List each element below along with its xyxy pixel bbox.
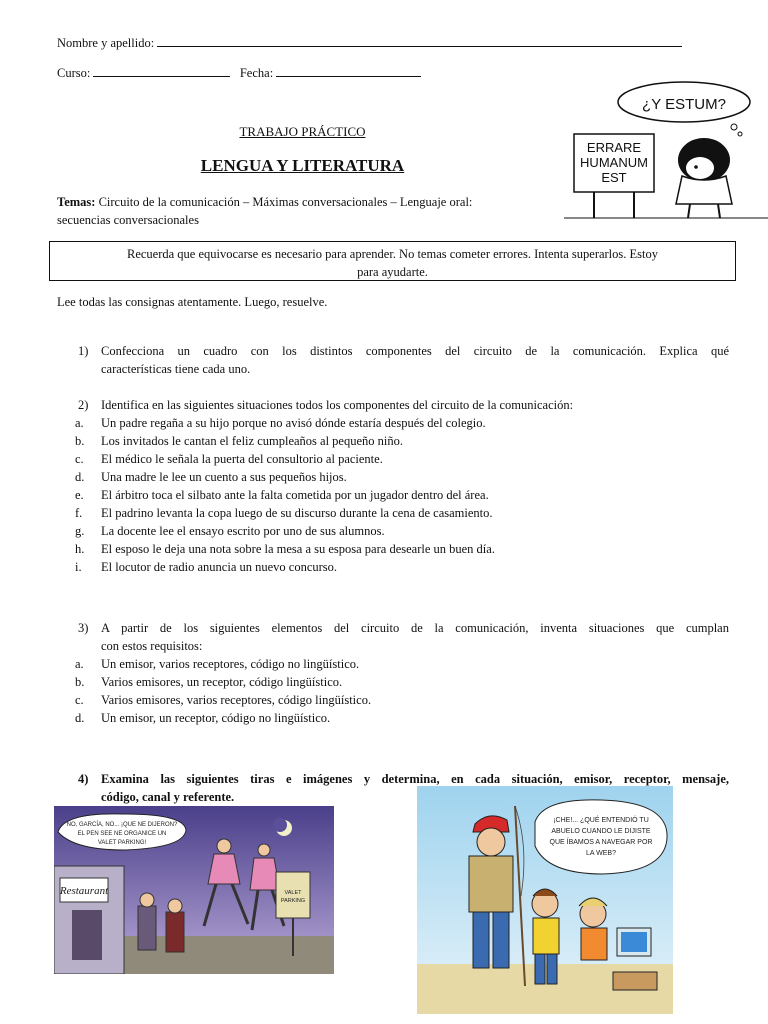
svg-text:LA WEB?: LA WEB? <box>586 850 616 857</box>
svg-text:VALET: VALET <box>284 890 302 896</box>
q1-line-2: características tiene cada uno. <box>101 362 251 376</box>
q4-line-1: Examina las siguientes tiras e imágenes y determina, en cada situación, emisor, receptor, mensaje, <box>101 772 729 786</box>
q2-number: 2) <box>78 398 89 412</box>
name-row <box>57 34 717 52</box>
svg-text:NO, GARCÍA, NO... ¡QUE NE DIJE: NO, GARCÍA, NO... ¡QUE NE DIJERON? <box>66 822 178 828</box>
list-item: b. Los invitados le cantan el feliz cumpleaños al pequeño niño. <box>75 434 403 448</box>
q3-line-1: A partir de los siguientes elementos del circuito de la comunicación, inventa situaciones que cumplan <box>101 621 729 635</box>
svg-text:PARKING: PARKING <box>280 898 306 904</box>
svg-text:QUE ÍBAMOS A NAVEGAR POR: QUE ÍBAMOS A NAVEGAR POR <box>549 839 653 846</box>
mafalda-sign-line3: EST <box>601 170 627 185</box>
svg-text:VALET PARKING!: VALET PARKING! <box>97 840 147 846</box>
course-date-row <box>57 64 477 82</box>
list-item: i. El locutor de radio anuncia un nuevo concurso. <box>75 560 338 574</box>
q3-list <box>57 655 729 727</box>
topics-label: Temas: <box>57 195 96 209</box>
q4-number: 4) <box>78 772 89 786</box>
practice-title: TRABAJO PRÁCTICO <box>239 124 366 139</box>
list-item: e. El árbitro toca el silbato ante la falta cometida por un jugador dentro del área. <box>75 488 489 502</box>
question-1 <box>78 342 729 378</box>
list-item: b. Varios emisores, un receptor, código lingüístico. <box>75 675 343 689</box>
list-item: a. Un emisor, varios receptores, código no lingüístico. <box>75 657 360 671</box>
mafalda-sign-line1: ERRARE <box>586 140 642 155</box>
name-field[interactable] <box>157 34 682 47</box>
list-item: c. El médico le señala la puerta del consultorio al paciente. <box>75 452 383 466</box>
q1-number: 1) <box>78 344 89 358</box>
date-field[interactable] <box>276 64 421 77</box>
svg-text:¡CHE!... ¿QUÉ ENTENDIÓ TU: ¡CHE!... ¿QUÉ ENTENDIÓ TU <box>553 817 649 824</box>
list-item: f. El padrino levanta la copa luego de su discurso durante la cena de casamiento. <box>75 506 493 520</box>
list-item: g. La docente lee el ensayo escrito por uno de sus alumnos. <box>75 524 385 538</box>
list-item: d. Una madre le lee un cuento a sus pequeños hijos. <box>75 470 347 484</box>
q3-number: 3) <box>78 621 89 635</box>
notice-line-1: Recuerda que equivocarse es necesario para aprender. No temas cometer errores. Intenta superarlos. Estoy <box>126 247 658 261</box>
question-3 <box>78 619 729 655</box>
topics <box>57 193 557 229</box>
topics-text-2: secuencias conversacionales <box>57 213 199 227</box>
q1-line-1: Confecciona un cuadro con los distintos componentes del circuito de la comunicación. Explica qué <box>101 344 729 358</box>
mafalda-sign-line2: HUMANUM <box>580 155 648 170</box>
subject-title: LENGUA Y LITERATURA <box>200 156 405 175</box>
list-item: a. Un padre regaña a su hijo porque no avisó dónde estaría después del colegio. <box>75 416 486 430</box>
svg-text:ABUELO CUANDO LE DIJISTE: ABUELO CUANDO LE DIJISTE <box>551 828 651 835</box>
notice-line-2: para ayudarte. <box>357 265 428 279</box>
q2-stem: Identifica en las siguientes situaciones todos los componentes del circuito de la comunicación: <box>101 398 574 412</box>
question-2 <box>78 396 729 414</box>
q4-line-2: código, canal y referente. <box>101 790 235 804</box>
list-item: c. Varios emisores, varios receptores, código lingüístico. <box>75 693 372 707</box>
mafalda-bubble-text: ¿Y ESTUM? <box>642 96 726 113</box>
notice-box <box>49 241 736 281</box>
course-label: Curso: <box>57 66 91 80</box>
cartoon-restaurant <box>54 806 334 974</box>
cartoon-grandpa-web <box>417 786 673 1014</box>
topics-text: Circuito de la comunicación – Máximas conversacionales – Lenguaje oral: <box>98 195 473 209</box>
q2-list <box>57 414 729 576</box>
date-label: Fecha: <box>239 66 274 80</box>
name-label: Nombre y apellido: <box>57 36 155 50</box>
instructions: Lee todas las consignas atentamente. Luego, resuelve. <box>57 295 328 309</box>
list-item: h. El esposo le deja una nota sobre la mesa a su esposa para desearle un buen día. <box>75 542 495 556</box>
svg-text:EL PEN SEE NE ORGANICE UN: EL PEN SEE NE ORGANICE UN <box>77 831 167 837</box>
mafalda-illustration <box>564 72 768 224</box>
course-field[interactable] <box>93 64 230 77</box>
list-item: d. Un emisor, un receptor, código no lingüístico. <box>75 711 331 725</box>
restaurant-sign: Restaurant <box>59 885 109 897</box>
q3-line-2: con estos requisitos: <box>101 639 203 653</box>
